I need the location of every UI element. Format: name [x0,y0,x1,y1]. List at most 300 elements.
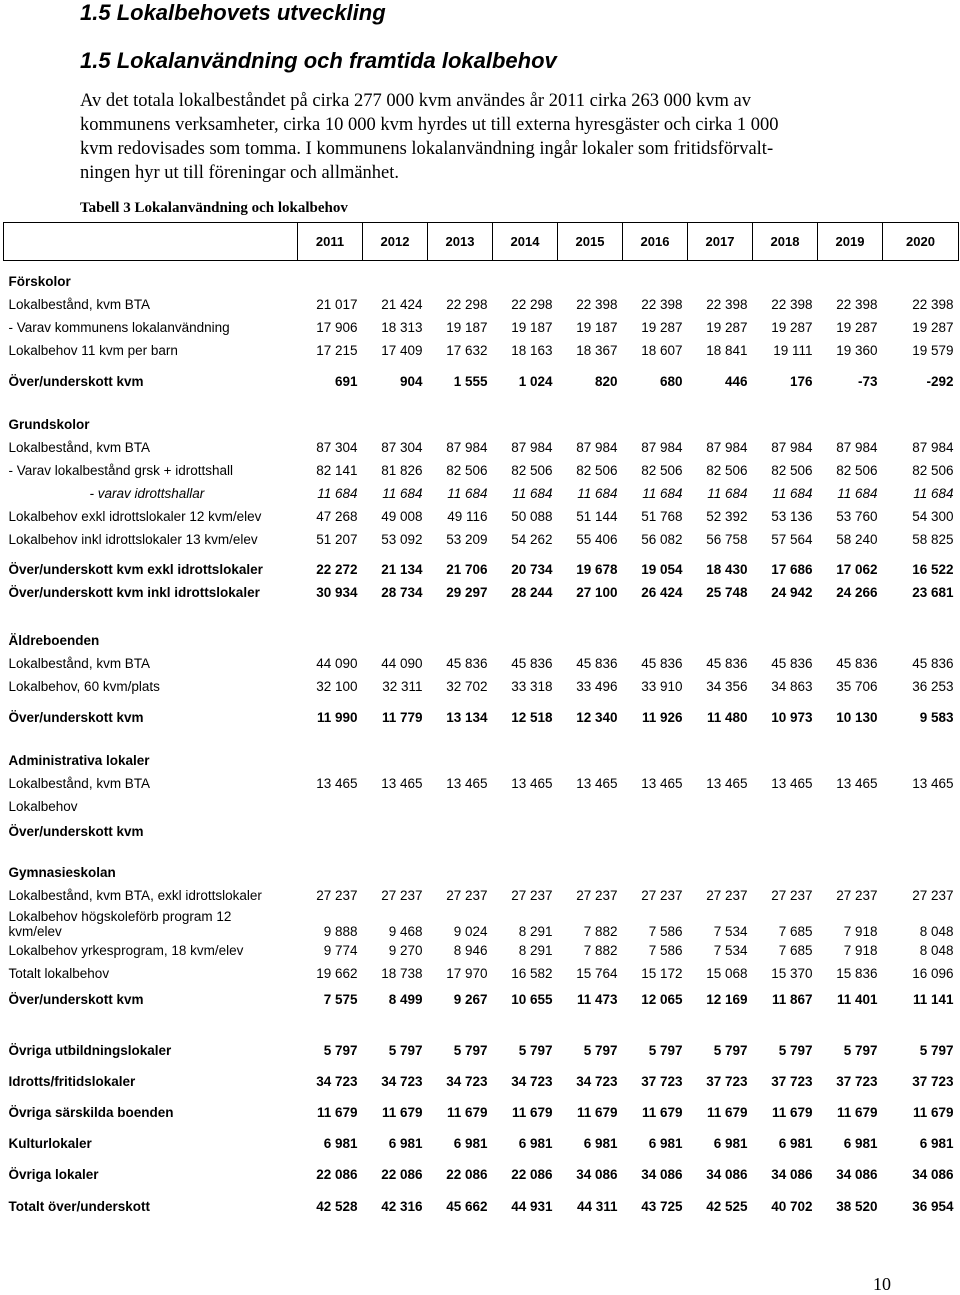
value-cell: 13 465 [446,775,488,791]
value-cell: 6 981 [778,1135,813,1151]
year-header-cell: 2018 [753,223,818,261]
value-cell: 13 465 [316,775,358,791]
value-cell: 37 723 [706,1073,748,1089]
value-cell: 18 841 [706,342,748,358]
row-label [4,907,298,939]
spacer-cell [4,1155,959,1163]
value-cell [688,818,753,846]
value-cell: 34 723 [511,1073,553,1089]
value-cell: 11 684 [382,485,423,501]
value-cell: 17 686 [771,561,813,577]
row-label: Övriga utbildningslokaler [8,1042,172,1058]
value-cell: 87 984 [446,439,488,455]
year-header-cell: 2019 [818,223,883,261]
value-cell: 54 262 [511,531,553,547]
value-cell: 12 340 [576,709,618,725]
spacer-cell [4,261,959,270]
row-label: Kulturlokaler [8,1135,92,1151]
section-row [4,413,959,436]
year-header-cell: 2016 [623,223,688,261]
row-label: Idrotts/fritidslokaler [8,1073,136,1089]
year-header-cell: 2012 [363,223,428,261]
year-header-cell: 2015 [558,223,623,261]
value-cell [753,818,818,846]
row-label: Över/underskott kvm [8,373,144,389]
value-cell: 51 207 [316,531,358,547]
spacer-cell [4,729,959,749]
value-cell: 11 867 [771,991,813,1007]
spacer-cell [4,393,959,413]
value-cell: 6 981 [323,1135,358,1151]
value-cell: 7 586 [648,923,683,939]
value-cell: 32 311 [382,678,423,694]
value-cell: 11 990 [316,709,358,725]
value-cell: 5 797 [648,1042,683,1058]
section-row [4,749,959,772]
row-label: Lokalbestånd, kvm BTA [8,296,151,312]
value-cell: 11 679 [381,1104,423,1120]
row-label: Lokalbehov, 60 kvm/plats [8,678,160,694]
intro-line: kvm redovisades som tomma. I kommunens lokalanvändning ingår lokaler som fritidsförvalt- [80,139,774,159]
table-body [4,261,959,1218]
value-cell: 33 318 [511,678,553,694]
value-cell [428,818,493,846]
value-cell: 87 304 [381,439,423,455]
table-row [4,482,959,505]
value-cell: 7 534 [713,942,748,958]
table-row [4,675,959,698]
row-label: Lokalbestånd, kvm BTA [8,439,151,455]
value-cell: 82 506 [511,462,553,478]
value-cell: 13 465 [576,775,618,791]
value-cell: 26 424 [641,584,683,600]
value-cell: 82 506 [706,462,748,478]
value-cell: 11 779 [381,709,423,725]
value-cell: 82 506 [576,462,618,478]
value-cell: 38 520 [836,1198,878,1214]
value-cell: 45 836 [446,655,488,671]
value-cell: 21 017 [316,296,358,312]
value-cell: 19 678 [576,561,618,577]
value-cell: 5 797 [843,1042,878,1058]
value-cell: 11 684 [707,485,748,501]
spacer-row [4,362,959,370]
value-cell: 7 918 [843,942,878,958]
value-cell: 11 679 [511,1104,553,1120]
value-cell: 176 [789,373,813,389]
spacer-cell [4,1062,959,1070]
value-cell [493,795,558,818]
table-row [4,1039,959,1062]
row-label: Lokalbestånd, kvm BTA, exkl idrottslokaler [8,887,262,903]
value-cell: 17 215 [316,342,358,358]
section-label: Förskolor [8,273,71,289]
value-cell: 34 356 [706,678,748,694]
value-cell: 87 984 [836,439,878,455]
value-cell: 27 100 [576,584,618,600]
value-cell: 15 836 [836,965,878,981]
value-cell: 7 918 [843,923,878,939]
value-cell: 51 768 [641,508,683,524]
spacer-cell [4,698,959,706]
value-cell: 37 723 [836,1073,878,1089]
intro-line: Av det totala lokalbeståndet på cirka 277 000 kvm användes år 2011 cirka 263 000 kvm av [80,91,751,111]
value-cell: 6 981 [648,1135,683,1151]
year-header-cell: 2013 [428,223,493,261]
value-cell [298,795,363,818]
value-cell: 8 291 [518,923,553,939]
value-cell: 82 506 [912,462,954,478]
value-cell: 10 973 [771,709,813,725]
value-cell: 7 882 [583,942,618,958]
table-row [4,293,959,316]
value-cell: 18 430 [706,561,748,577]
value-cell: 5 797 [778,1042,813,1058]
row-label: Lokalbehov exkl idrottslokaler 12 kvm/elev [8,508,262,524]
value-cell: 22 298 [511,296,553,312]
table-row [4,1163,959,1186]
value-cell: 9 888 [323,923,358,939]
value-cell: 44 311 [576,1198,618,1214]
value-cell: 15 370 [771,965,813,981]
value-cell: 5 797 [583,1042,618,1058]
value-cell: 19 662 [316,965,358,981]
value-cell: 8 946 [453,942,488,958]
value-cell: 12 065 [641,991,683,1007]
value-cell [818,818,883,846]
table-row [4,1070,959,1093]
value-cell: 15 172 [641,965,683,981]
spacer-cell [4,604,959,629]
value-cell [558,795,623,818]
spacer-cell [4,846,959,861]
header-label-cell [4,223,298,261]
value-cell: 53 136 [771,508,813,524]
row-label: Totalt lokalbehov [8,965,110,981]
value-cell: 28 244 [511,584,553,600]
value-cell: 19 287 [912,319,954,335]
value-cell: 17 906 [316,319,358,335]
value-cell: 11 473 [576,991,618,1007]
table-caption: Tabell 3 Lokalanvändning och lokalbehov [80,200,348,216]
value-cell: 10 130 [836,709,878,725]
value-cell: 11 684 [837,485,878,501]
value-cell: 45 836 [912,655,954,671]
row-label: Lokalbestånd, kvm BTA [8,655,151,671]
value-cell: 30 934 [316,584,358,600]
value-cell: 11 679 [836,1104,878,1120]
value-cell: 19 287 [641,319,683,335]
value-cell: 45 836 [706,655,748,671]
value-cell: 35 706 [836,678,878,694]
value-cell: 21 424 [381,296,423,312]
value-cell: 820 [594,373,618,389]
value-cell: 8 048 [919,923,954,939]
spacer-row [4,698,959,706]
row-label: Över/underskott kvm inkl idrottslokaler [8,584,260,600]
table-row [4,1101,959,1124]
value-cell: 5 797 [323,1042,358,1058]
spacer-row [4,729,959,749]
row-label: Över/underskott kvm [8,991,144,1007]
value-cell: 22 086 [511,1166,553,1182]
value-cell: 9 270 [388,942,423,958]
section-row [4,861,959,884]
value-cell: 56 082 [641,531,683,547]
row-label: Övriga särskilda boenden [8,1104,174,1120]
value-cell: 11 684 [512,485,553,501]
spacer-row [4,1062,959,1070]
value-cell: 11 926 [641,709,683,725]
value-cell: 27 237 [511,887,553,903]
value-cell: 7 534 [713,923,748,939]
value-cell: 18 313 [381,319,423,335]
value-cell: 22 398 [706,296,748,312]
year-header-cell: 2011 [298,223,363,261]
page-heading: 1.5 Lokalbehovets utveckling [80,0,386,25]
value-cell: 82 506 [771,462,813,478]
value-cell: 87 984 [641,439,683,455]
value-cell: 6 981 [583,1135,618,1151]
intro-line: kommunens verksamheter, cirka 10 000 kvm hyrdes ut till externa hyresgäster och cirka 1 000 [80,115,779,135]
value-cell: 33 910 [641,678,683,694]
value-cell [623,818,688,846]
value-cell: 43 725 [641,1198,683,1214]
value-cell: 27 237 [381,887,423,903]
spacer-cell [4,1124,959,1132]
value-cell: 7 575 [323,991,358,1007]
value-cell: 50 088 [511,508,553,524]
value-cell: 17 970 [446,965,488,981]
spacer-cell [4,1186,959,1195]
value-cell: 40 702 [771,1198,813,1214]
value-cell: 45 836 [836,655,878,671]
value-cell: 87 984 [511,439,553,455]
value-cell: 22 086 [316,1166,358,1182]
value-cell: 11 401 [836,991,878,1007]
value-cell: 27 237 [912,887,954,903]
value-cell: 9 468 [388,923,423,939]
value-cell: 13 465 [511,775,553,791]
value-cell: 27 237 [641,887,683,903]
spacer-cell [4,1011,959,1039]
section-label: Äldreboenden [8,632,100,648]
table-row [4,581,959,604]
value-cell: 6 981 [518,1135,553,1151]
row-label: Lokalbehov yrkesprogram, 18 kvm/elev [8,942,244,958]
spacer-row [4,1093,959,1101]
value-cell: 12 169 [706,991,748,1007]
value-cell: 18 607 [641,342,683,358]
value-cell: 7 685 [778,942,813,958]
value-cell: 27 237 [576,887,618,903]
value-cell: 36 954 [912,1198,954,1214]
value-cell: 11 684 [913,485,954,501]
value-cell: 53 760 [836,508,878,524]
value-cell: -73 [857,373,878,389]
value-cell: 16 522 [912,561,954,577]
value-cell: 19 287 [771,319,813,335]
value-cell [818,795,883,818]
section-label: Gymnasieskolan [8,864,116,880]
value-cell: 9 583 [919,709,954,725]
spacer-row [4,551,959,558]
value-cell: 1 555 [453,373,488,389]
row-label: - Varav kommunens lokalanvändning [8,319,230,335]
value-cell: 24 266 [836,584,878,600]
intro-line: ningen hyr ut till föreningar och allmänhet. [80,163,400,183]
value-cell: 36 253 [912,678,954,694]
value-cell: 11 480 [706,709,748,725]
value-cell: 11 141 [912,991,954,1007]
value-cell: 5 797 [453,1042,488,1058]
value-cell: 5 797 [713,1042,748,1058]
value-cell: 6 981 [453,1135,488,1151]
value-cell: 16 096 [912,965,954,981]
value-cell: -292 [926,373,954,389]
value-cell: 8 291 [518,942,553,958]
value-cell: 22 086 [381,1166,423,1182]
value-cell: 19 111 [773,342,813,358]
value-cell: 446 [724,373,748,389]
page-number: 10 [873,1274,891,1294]
value-cell: 904 [399,373,423,389]
table-row [4,706,959,729]
value-cell: 13 134 [446,709,488,725]
table-row [4,459,959,482]
value-cell: 87 984 [576,439,618,455]
value-cell [363,795,428,818]
row-label: Lokalbehov inkl idrottslokaler 13 kvm/elev [8,531,258,547]
value-cell: 13 465 [706,775,748,791]
value-cell: 13 465 [381,775,423,791]
value-cell: 19 287 [706,319,748,335]
value-cell: 34 863 [771,678,813,694]
value-cell [558,818,623,846]
year-header-cell: 2020 [883,223,959,261]
value-cell: 5 797 [919,1042,954,1058]
value-cell [753,795,818,818]
value-cell: 54 300 [912,508,954,524]
row-label: Lokalbehov 11 kvm per barn [8,342,178,358]
spacer-row [4,261,959,270]
value-cell: 16 582 [511,965,553,981]
value-cell: 8 499 [388,991,423,1007]
spacer-row [4,604,959,629]
value-cell: 53 209 [446,531,488,547]
value-cell: 32 100 [316,678,358,694]
table-row [4,1195,959,1218]
value-cell: 18 738 [381,965,423,981]
value-cell: 13 465 [912,775,954,791]
value-cell: 11 684 [642,485,683,501]
value-cell: 6 981 [388,1135,423,1151]
value-cell: 58 240 [836,531,878,547]
year-header-cell: 2017 [688,223,753,261]
value-cell: 22 398 [912,296,954,312]
value-cell: 20 734 [511,561,553,577]
value-cell: 22 298 [446,296,488,312]
value-cell: 27 237 [446,887,488,903]
spacer-cell [4,1093,959,1101]
table-row [4,652,959,675]
value-cell: 22 086 [446,1166,488,1182]
table-row [4,370,959,393]
value-cell: 10 655 [511,991,553,1007]
value-cell: 11 679 [316,1104,358,1120]
value-cell: 19 187 [576,319,618,335]
row-label: Övriga lokaler [8,1166,99,1182]
value-cell: 9 267 [453,991,488,1007]
spacer-cell [4,551,959,558]
value-cell: 11 684 [577,485,618,501]
row-label: - varav idrottshallar [89,485,205,501]
value-cell: 5 797 [388,1042,423,1058]
value-cell: 27 237 [771,887,813,903]
value-cell: 19 187 [511,319,553,335]
value-cell: 9 774 [323,942,358,958]
value-cell: 81 826 [381,462,423,478]
value-cell: 18 163 [511,342,553,358]
value-cell: 11 679 [771,1104,813,1120]
value-cell: 82 141 [316,462,358,478]
table-row [4,988,959,1011]
value-cell: 44 090 [381,655,423,671]
value-cell: 34 086 [912,1166,954,1182]
value-cell: 11 679 [641,1104,683,1120]
value-cell: 82 506 [641,462,683,478]
section-label: Administrativa lokaler [8,752,150,768]
intro-paragraph [80,89,920,185]
value-cell: 55 406 [576,531,618,547]
value-cell: 51 144 [576,508,618,524]
value-cell: 21 134 [381,561,423,577]
table-row [4,795,959,818]
table-row [4,339,959,362]
value-cell: 13 465 [641,775,683,791]
spacer-row [4,1155,959,1163]
table-row [4,939,959,962]
spacer-row [4,393,959,413]
value-cell: 25 748 [706,584,748,600]
table-row [4,558,959,581]
value-cell: 49 116 [447,508,488,524]
row-label: Över/underskott kvm exkl idrottslokaler [8,561,263,577]
value-cell: 11 679 [706,1104,748,1120]
value-cell: 29 297 [446,584,488,600]
value-cell: 18 367 [576,342,618,358]
value-cell: 9 024 [453,923,488,939]
value-cell: 27 237 [316,887,358,903]
value-cell: 11 679 [912,1104,954,1120]
value-cell: 19 287 [836,319,878,335]
value-cell: 34 086 [771,1166,813,1182]
value-cell: 34 086 [641,1166,683,1182]
value-cell: 6 981 [919,1135,954,1151]
section-heading: 1.5 Lokalanvändning och framtida lokalbehov [80,48,557,73]
year-header-cell: 2014 [493,223,558,261]
value-cell: 17 062 [836,561,878,577]
lokal-table [3,222,959,1218]
value-cell: 23 681 [912,584,954,600]
value-cell: 22 398 [771,296,813,312]
value-cell: 22 398 [836,296,878,312]
value-cell [363,818,428,846]
table-row [4,818,959,846]
value-cell: 7 586 [648,942,683,958]
value-cell: 11 684 [772,485,813,501]
row-label-line: kvm/elev [8,923,62,939]
